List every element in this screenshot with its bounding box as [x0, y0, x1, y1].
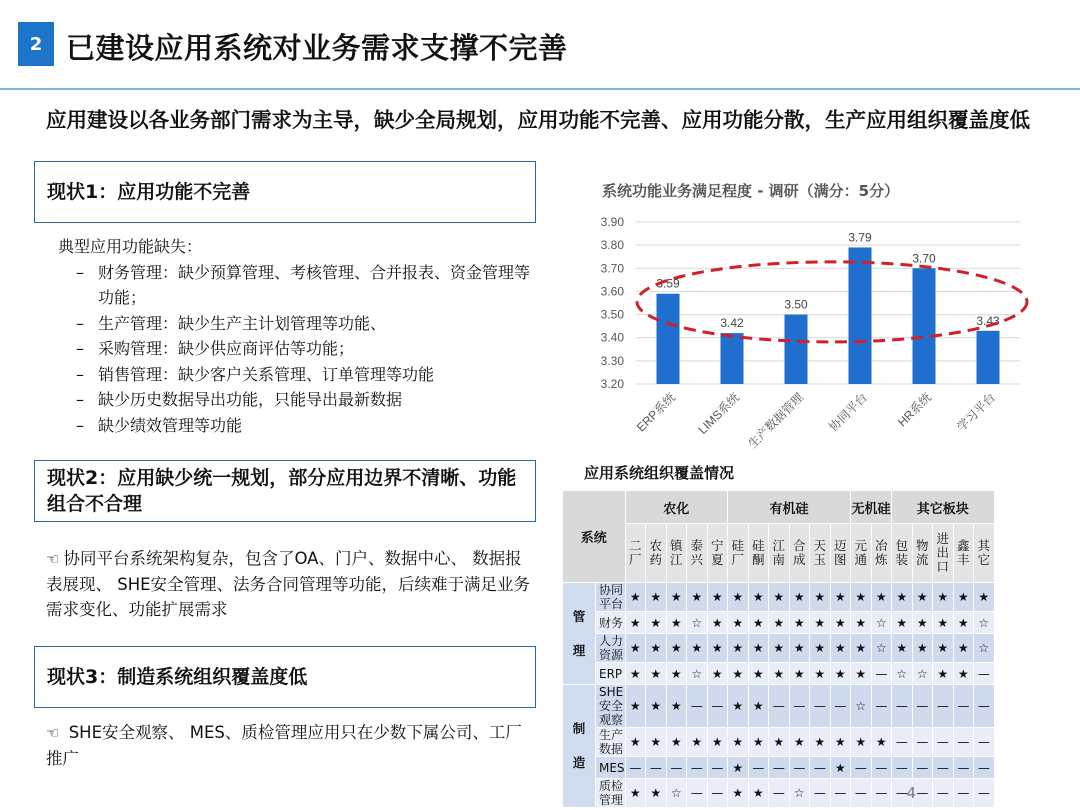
x-category-label: 协同平台 — [826, 390, 871, 435]
coverage-cell: — — [933, 728, 954, 757]
org-header — [625, 524, 646, 583]
section-label-text: 管理 — [572, 608, 586, 658]
status2-text — [46, 546, 536, 622]
bar-value-label: 3.70 — [912, 251, 936, 266]
status1-list-item — [58, 336, 538, 362]
y-tick-label: 3.90 — [600, 215, 624, 229]
org-name: 天玉 — [813, 538, 827, 567]
org-name: 鑫丰 — [957, 538, 970, 567]
status1-item-text: 财务管理：缺少预算管理、考核管理、合并报表、资金管理等功能； — [98, 262, 531, 307]
coverage-cell: ★ — [748, 728, 769, 757]
coverage-cell: ★ — [810, 663, 831, 685]
coverage-cell: ★ — [830, 612, 851, 634]
section-label — [563, 685, 596, 808]
coverage-cell: ★ — [789, 728, 810, 757]
system-name: SHE安全观察 — [596, 685, 626, 728]
coverage-cell: ★ — [646, 728, 667, 757]
coverage-cell: ★ — [748, 583, 769, 612]
coverage-cell: — — [789, 757, 810, 779]
status1-list-item — [58, 362, 538, 388]
coverage-cell: ☆ — [687, 612, 708, 634]
coverage-cell: ★ — [851, 634, 872, 663]
x-category-label: ERP系统 — [633, 390, 679, 435]
system-header: 系统 — [563, 491, 626, 583]
coverage-cell: ★ — [666, 583, 687, 612]
coverage-cell: — — [687, 685, 708, 728]
x-category-label: 学习平台 — [954, 390, 999, 435]
y-tick-label: 3.60 — [600, 284, 624, 299]
coverage-cell: — — [789, 685, 810, 728]
coverage-cell: ★ — [666, 728, 687, 757]
coverage-cell: ★ — [851, 583, 872, 612]
bar — [913, 268, 936, 384]
coverage-cell: ★ — [769, 728, 790, 757]
coverage-cell: ★ — [830, 583, 851, 612]
coverage-cell: — — [687, 779, 708, 808]
status2-body: 协同平台系统架构复杂，包含了OA、门户、数据中心、 数据报表展现、 SHE安全管理、法务合同管理等功能，后续难于满足业务需求变化、功能扩展需求 — [46, 549, 531, 619]
section-number-badge: 2 — [18, 22, 54, 66]
coverage-cell: ☆ — [871, 612, 892, 634]
system-name: 质检管理 — [596, 779, 626, 808]
coverage-cell: — — [707, 779, 728, 808]
org-header — [892, 524, 913, 583]
bar — [977, 331, 1000, 384]
coverage-cell: ☆ — [687, 663, 708, 685]
x-category-label: 生产数据管理 — [745, 390, 807, 452]
coverage-cell: ★ — [625, 685, 646, 728]
bar-chart — [580, 204, 1040, 454]
coverage-cell: ★ — [769, 634, 790, 663]
coverage-cell: ★ — [625, 728, 646, 757]
title-divider — [0, 88, 1080, 90]
coverage-cell: — — [892, 685, 913, 728]
coverage-cell: — — [974, 663, 995, 685]
section-label-text: 制造 — [572, 721, 586, 770]
coverage-cell: ★ — [933, 583, 954, 612]
org-name: 其它 — [977, 538, 991, 567]
coverage-cell: ★ — [933, 634, 954, 663]
coverage-cell: — — [974, 728, 995, 757]
coverage-cell: ★ — [646, 663, 667, 685]
coverage-cell: — — [953, 779, 974, 808]
bar — [657, 294, 680, 384]
status1-item-text: 缺少历史数据导出功能，只能导出最新数据 — [98, 390, 403, 409]
coverage-cell: ★ — [953, 583, 974, 612]
org-name: 硅酮 — [752, 538, 765, 567]
coverage-cell: ★ — [851, 663, 872, 685]
coverage-cell: ★ — [748, 634, 769, 663]
bar-value-label: 3.43 — [976, 313, 1000, 328]
coverage-cell: — — [871, 779, 892, 808]
coverage-cell: ☆ — [892, 663, 913, 685]
coverage-cell: — — [851, 757, 872, 779]
coverage-cell: ★ — [625, 612, 646, 634]
org-header — [646, 524, 667, 583]
org-name: 物流 — [916, 538, 929, 567]
org-name: 迈图 — [834, 538, 847, 567]
status3-title: 现状3：制造系统组织覆盖度低 — [47, 666, 308, 688]
coverage-cell: ★ — [707, 612, 728, 634]
coverage-cell: ★ — [728, 612, 749, 634]
coverage-cell: — — [933, 779, 954, 808]
coverage-cell: ★ — [666, 685, 687, 728]
y-tick-label: 3.80 — [600, 238, 624, 253]
coverage-cell: — — [810, 685, 831, 728]
status1-list-item — [58, 260, 538, 311]
coverage-cell: ★ — [974, 583, 995, 612]
org-header — [912, 524, 933, 583]
bar-value-label: 3.50 — [784, 297, 808, 312]
coverage-cell: — — [810, 757, 831, 779]
coverage-cell: ★ — [953, 612, 974, 634]
coverage-cell: ★ — [646, 779, 667, 808]
coverage-cell: — — [912, 685, 933, 728]
group-header: 无机硅 — [851, 491, 892, 524]
org-header — [728, 524, 749, 583]
section-label — [563, 583, 596, 685]
coverage-cell: ★ — [892, 612, 913, 634]
org-header — [933, 524, 954, 583]
bar-value-label: 3.42 — [720, 316, 744, 331]
coverage-cell: ★ — [625, 634, 646, 663]
list-dash: – — [76, 262, 84, 282]
system-name: 人力资源 — [596, 634, 626, 663]
status1-intro: 典型应用功能缺失： — [58, 237, 203, 256]
headline: 应用建设以各业务部门需求为主导，缺少全局规划，应用功能不完善、应用功能分散，生产应用组织覆盖度低 — [46, 108, 1030, 132]
bar-value-label: 3.79 — [848, 230, 872, 245]
group-header: 农化 — [625, 491, 728, 524]
status1-list-item — [58, 413, 538, 439]
coverage-cell: ★ — [810, 728, 831, 757]
org-header — [748, 524, 769, 583]
coverage-cell: — — [810, 779, 831, 808]
coverage-cell: ★ — [830, 663, 851, 685]
coverage-cell: ★ — [707, 583, 728, 612]
coverage-cell: ★ — [646, 583, 667, 612]
coverage-cell: ★ — [707, 663, 728, 685]
coverage-cell: ★ — [687, 583, 708, 612]
system-name: MES — [596, 757, 626, 779]
status1-list-item — [58, 311, 538, 337]
coverage-cell: ★ — [666, 634, 687, 663]
page-title: 已建设应用系统对业务需求支撑不完善 — [66, 31, 568, 65]
coverage-cell: ☆ — [974, 612, 995, 634]
coverage-cell: — — [646, 757, 667, 779]
coverage-cell: ★ — [912, 612, 933, 634]
coverage-table — [562, 490, 995, 808]
org-name: 二厂 — [629, 538, 642, 567]
org-header — [830, 524, 851, 583]
coverage-cell: ★ — [748, 779, 769, 808]
coverage-cell: ★ — [728, 685, 749, 728]
coverage-cell: ☆ — [789, 779, 810, 808]
coverage-cell: — — [830, 779, 851, 808]
y-tick-label: 3.20 — [600, 377, 624, 391]
coverage-cell: ★ — [810, 634, 831, 663]
y-tick-label: 3.50 — [600, 307, 624, 322]
coverage-cell: ★ — [789, 634, 810, 663]
status1-item-text: 缺少绩效管理等功能 — [98, 415, 243, 435]
coverage-cell: — — [871, 685, 892, 728]
coverage-cell: ★ — [810, 583, 831, 612]
coverage-cell: — — [851, 779, 872, 808]
system-name: 协同平台 — [596, 583, 626, 612]
status2-box — [34, 460, 536, 522]
coverage-cell: — — [748, 757, 769, 779]
status1-title: 现状1：应用功能不完善 — [47, 181, 251, 203]
status1-box — [34, 161, 536, 223]
coverage-cell: ★ — [953, 634, 974, 663]
coverage-cell: ★ — [789, 612, 810, 634]
pointing-hand-icon: ☜ — [46, 550, 60, 568]
coverage-cell: ★ — [769, 663, 790, 685]
coverage-cell: ★ — [646, 612, 667, 634]
page-number: 4 — [906, 784, 916, 802]
status3-text — [46, 720, 536, 771]
coverage-cell: ★ — [666, 663, 687, 685]
coverage-cell: ☆ — [666, 779, 687, 808]
highlight-ellipse — [637, 262, 1027, 342]
coverage-cell: ★ — [687, 634, 708, 663]
status2-title: 现状2：应用缺少统一规划，部分应用边界不清晰、功能组合不合理 — [47, 467, 517, 515]
coverage-cell: — — [974, 779, 995, 808]
coverage-cell: ★ — [871, 583, 892, 612]
coverage-cell: — — [912, 728, 933, 757]
coverage-cell: — — [666, 757, 687, 779]
coverage-cell: ★ — [728, 728, 749, 757]
coverage-cell: — — [892, 728, 913, 757]
org-name: 冶炼 — [875, 538, 888, 567]
bar-value-label: 3.59 — [656, 276, 680, 291]
coverage-cell: — — [953, 757, 974, 779]
status1-item-text: 销售管理：缺少客户关系管理、订单管理等功能 — [98, 364, 435, 384]
org-name: 元通 — [854, 538, 868, 567]
coverage-cell: ★ — [810, 612, 831, 634]
org-header — [666, 524, 687, 583]
coverage-cell: ★ — [851, 612, 872, 634]
system-name: ERP — [596, 663, 626, 685]
list-dash: – — [76, 364, 84, 384]
group-header: 有机硅 — [728, 491, 851, 524]
coverage-cell: ★ — [707, 634, 728, 663]
bar — [849, 247, 872, 384]
coverage-cell: ★ — [707, 728, 728, 757]
coverage-cell: ★ — [646, 685, 667, 728]
coverage-cell: ★ — [789, 663, 810, 685]
coverage-cell: ★ — [748, 663, 769, 685]
org-header — [789, 524, 810, 583]
coverage-cell: — — [769, 757, 790, 779]
coverage-cell: — — [953, 685, 974, 728]
org-name: 镇江 — [670, 538, 683, 567]
y-tick-label: 3.70 — [600, 261, 624, 276]
x-category-label: LIMS系统 — [695, 390, 743, 437]
coverage-cell: ☆ — [871, 634, 892, 663]
coverage-cell: ★ — [748, 612, 769, 634]
coverage-cell: — — [769, 685, 790, 728]
coverage-cell: ★ — [748, 685, 769, 728]
status1-list — [58, 234, 538, 438]
group-header: 其它板块 — [892, 491, 995, 524]
coverage-cell: ☆ — [851, 685, 872, 728]
coverage-cell: ★ — [769, 583, 790, 612]
y-tick-label: 3.40 — [600, 330, 624, 345]
coverage-table-title: 应用系统组织覆盖情况 — [584, 464, 735, 482]
coverage-cell: — — [912, 757, 933, 779]
org-header — [851, 524, 872, 583]
coverage-cell: — — [974, 685, 995, 728]
coverage-cell: ★ — [728, 779, 749, 808]
status1-item-text: 生产管理：缺少生产主计划管理等功能、 — [98, 313, 387, 333]
coverage-cell: ★ — [769, 612, 790, 634]
coverage-cell: — — [871, 663, 892, 685]
list-dash: – — [76, 339, 84, 358]
coverage-cell: ★ — [625, 663, 646, 685]
coverage-cell: ★ — [728, 634, 749, 663]
coverage-cell: ★ — [646, 634, 667, 663]
org-name: 合成 — [793, 538, 806, 567]
coverage-cell: — — [707, 757, 728, 779]
coverage-cell: — — [933, 685, 954, 728]
org-name: 硅厂 — [731, 538, 745, 567]
org-header — [769, 524, 790, 583]
coverage-cell: ★ — [728, 663, 749, 685]
coverage-cell: ★ — [830, 757, 851, 779]
status1-item-text: 采购管理：缺少供应商评估等功能； — [98, 339, 355, 358]
status3-box — [34, 646, 536, 708]
y-tick-label: 3.30 — [600, 353, 624, 368]
coverage-cell: — — [892, 757, 913, 779]
org-name: 进出口 — [936, 531, 950, 574]
coverage-cell: ★ — [666, 612, 687, 634]
coverage-cell: ★ — [687, 728, 708, 757]
coverage-cell: ★ — [830, 634, 851, 663]
coverage-cell: ★ — [625, 779, 646, 808]
coverage-cell: ★ — [953, 663, 974, 685]
status1-list-item — [58, 387, 538, 413]
bar — [785, 315, 808, 384]
coverage-cell: ★ — [625, 583, 646, 612]
coverage-cell: ★ — [912, 634, 933, 663]
coverage-cell: — — [974, 757, 995, 779]
list-dash: – — [76, 390, 84, 409]
system-name: 财务 — [596, 612, 626, 634]
org-header — [953, 524, 974, 583]
coverage-cell: ★ — [728, 757, 749, 779]
status3-body: SHE安全观察、 MES、质检管理应用只在少数下属公司、工厂推广 — [46, 723, 522, 768]
coverage-cell: ★ — [933, 663, 954, 685]
coverage-cell: ★ — [728, 583, 749, 612]
list-dash: – — [76, 415, 84, 435]
bar — [721, 333, 744, 384]
coverage-cell: ★ — [892, 583, 913, 612]
coverage-cell: — — [769, 779, 790, 808]
coverage-cell: — — [707, 685, 728, 728]
coverage-cell: ★ — [892, 634, 913, 663]
coverage-cell: ☆ — [974, 634, 995, 663]
list-dash: – — [76, 313, 84, 333]
coverage-cell: ★ — [871, 728, 892, 757]
org-header — [687, 524, 708, 583]
coverage-cell: ★ — [933, 612, 954, 634]
coverage-cell: — — [953, 728, 974, 757]
coverage-cell: ★ — [851, 728, 872, 757]
org-header — [810, 524, 831, 583]
org-header — [974, 524, 995, 583]
coverage-cell: — — [933, 757, 954, 779]
coverage-cell: ★ — [830, 728, 851, 757]
org-name: 包装 — [895, 538, 909, 567]
org-name: 农药 — [649, 538, 663, 567]
coverage-cell: — — [892, 779, 913, 808]
chart-title: 系统功能业务满足程度 - 调研（满分：5分） — [602, 182, 900, 200]
coverage-cell: — — [912, 779, 933, 808]
coverage-cell: — — [871, 757, 892, 779]
org-header — [707, 524, 728, 583]
org-header — [871, 524, 892, 583]
x-category-label: HR系统 — [894, 390, 935, 430]
system-name: 生产数据 — [596, 728, 626, 757]
coverage-cell: — — [687, 757, 708, 779]
coverage-cell: ☆ — [912, 663, 933, 685]
coverage-cell: — — [625, 757, 646, 779]
org-name: 江南 — [772, 538, 786, 567]
pointing-hand-icon: ☜ — [46, 724, 60, 742]
coverage-cell: ★ — [912, 583, 933, 612]
coverage-cell: — — [830, 685, 851, 728]
coverage-cell: ★ — [789, 583, 810, 612]
org-name: 泰兴 — [690, 538, 704, 567]
org-name: 宁夏 — [711, 538, 724, 567]
